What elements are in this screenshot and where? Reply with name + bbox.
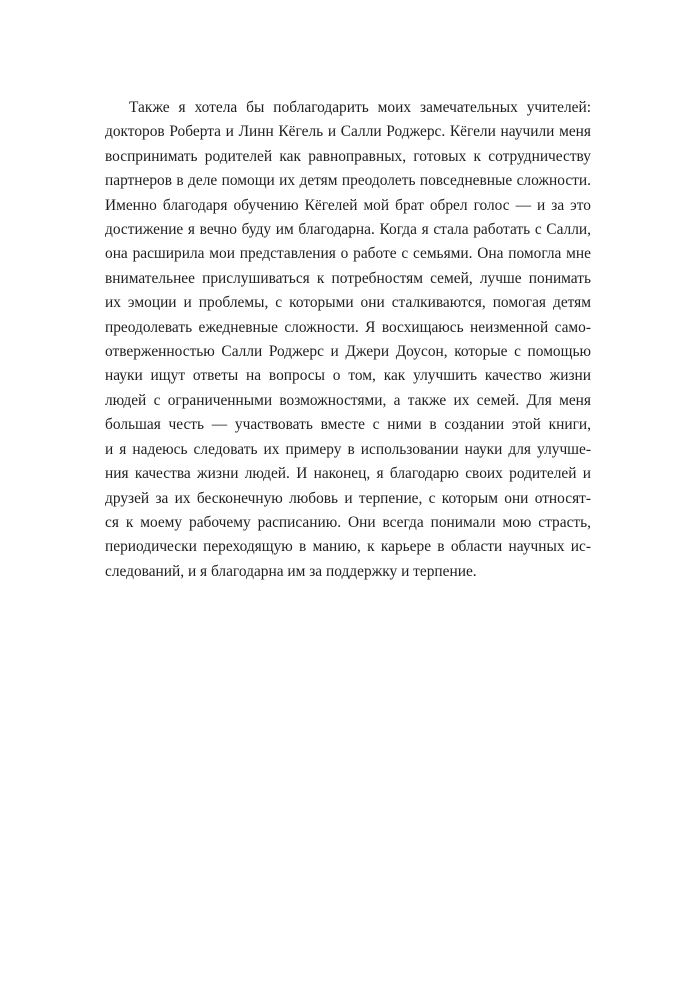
paragraph-line-11: отверженностью Салли Роджерс и Джери Доусон, которые с помощью: [105, 343, 591, 361]
paragraph-line-19: периодически переходящую в манию, к карьере в области научных ис-: [105, 538, 591, 556]
paragraph-line-14: большая честь — участвовать вместе с ними в создании этой книги,: [105, 416, 591, 434]
paragraph-line-5: Именно благодаря обучению Кёгелей мой брат обрел голос — и за это: [105, 196, 591, 214]
paragraph-line-17: друзей за их бесконечную любовь и терпение, с которым они относят-: [105, 489, 591, 507]
paragraph-line-18: ся к моему рабочему расписанию. Они всегда понимали мою страсть,: [105, 513, 591, 531]
acknowledgements-paragraph: [105, 96, 591, 584]
paragraph-line-13: людей с ограниченными возможностями, а также их семей. Для меня: [105, 391, 591, 409]
paragraph-line-4: партнеров в деле помощи их детям преодолеть повседневные сложности.: [105, 172, 591, 190]
paragraph-line-7: она расширила мои представления о работе с семьями. Она помогла мне: [105, 245, 591, 263]
paragraph-line-6: достижение я вечно буду им благодарна. Когда я стала работать с Салли,: [105, 221, 591, 239]
paragraph-line-2: докторов Роберта и Линн Кёгель и Салли Роджерс. Кёгели научили меня: [105, 123, 591, 141]
paragraph-line-8: внимательнее прислушиваться к потребностям семей, лучше понимать: [105, 269, 591, 287]
paragraph-line-16: ния качества жизни людей. И наконец, я благодарю своих родителей и: [105, 465, 591, 483]
paragraph-line-3: воспринимать родителей как равноправных, готовых к сотрудничеству: [105, 147, 591, 165]
paragraph-line-1: Также я хотела бы поблагодарить моих замечательных учителей:: [129, 99, 591, 116]
paragraph-line-20: следований, и я благодарна им за поддержку и терпение.: [105, 562, 477, 580]
paragraph-line-15: и я надеюсь следовать их примеру в использовании науки для улучше-: [105, 440, 591, 458]
paragraph-line-10: преодолевать ежедневные сложности. Я восхищаюсь неизменной само-: [105, 318, 591, 336]
paragraph-line-9: их эмоции и проблемы, с которыми они сталкиваются, помогая детям: [105, 294, 591, 312]
paragraph-line-12: науки ищут ответы на вопросы о том, как улучшить качество жизни: [105, 367, 591, 385]
